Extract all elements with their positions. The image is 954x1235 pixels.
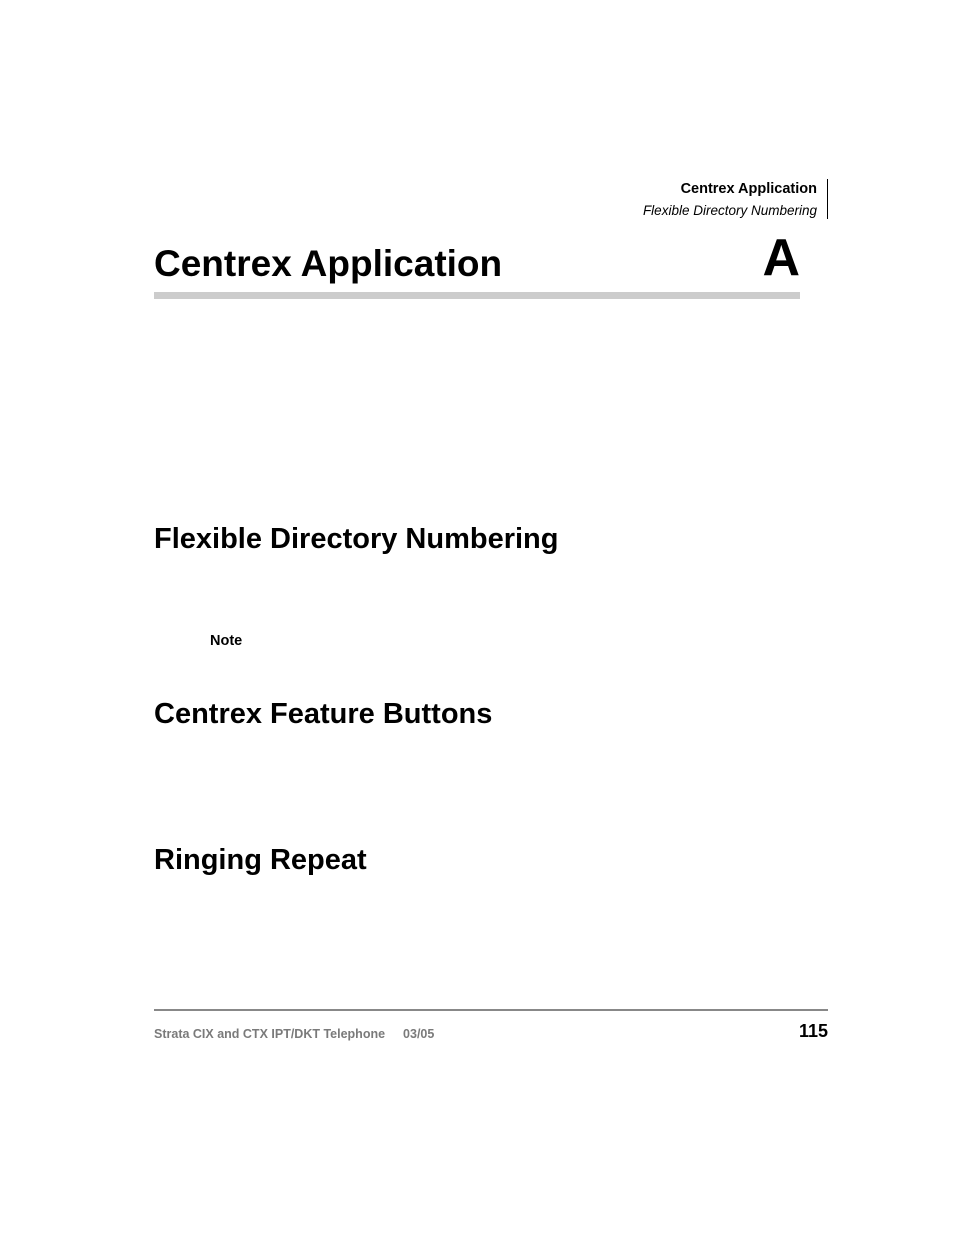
running-header-rule — [827, 179, 828, 219]
chapter-title: Centrex Application — [154, 243, 503, 284]
note-label: Note — [210, 633, 243, 649]
footer-book-info — [154, 1026, 434, 1042]
running-header — [643, 178, 817, 222]
footer-rule — [154, 1009, 828, 1011]
page-number: 115 — [798, 1021, 828, 1041]
running-header-chapter: Centrex Application — [680, 181, 817, 197]
section-heading-centrex-feature-buttons: Centrex Feature Buttons — [154, 698, 493, 730]
section-heading-flexible-directory-numbering: Flexible Directory Numbering — [154, 523, 559, 555]
footer-date: 03/05 — [403, 1027, 435, 1041]
section-heading-ringing-repeat: Ringing Repeat — [154, 844, 367, 876]
footer-book-title: Strata CIX and CTX IPT/DKT Telephone — [154, 1027, 386, 1041]
chapter-letter: A — [762, 229, 800, 287]
chapter-title-bar — [154, 292, 800, 299]
running-header-section: Flexible Directory Numbering — [642, 203, 817, 218]
